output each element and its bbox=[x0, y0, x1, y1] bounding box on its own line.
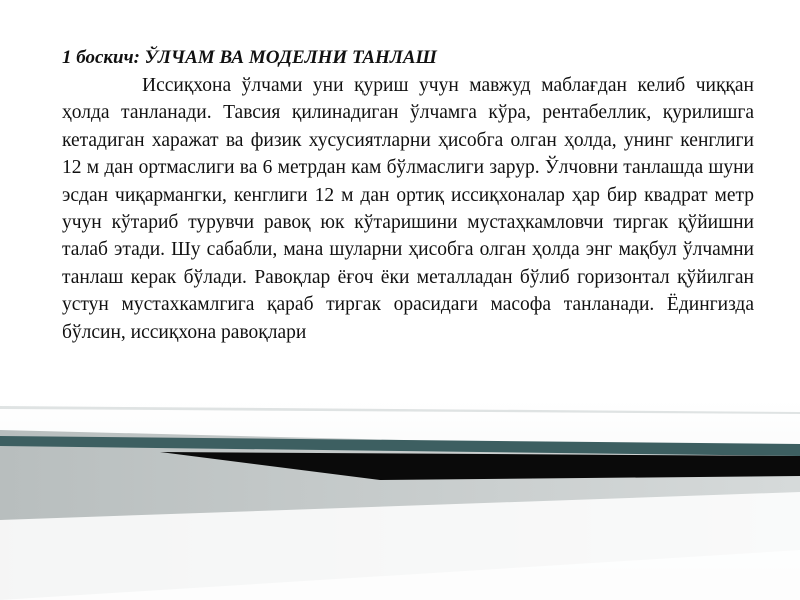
footer-decoration bbox=[0, 400, 800, 600]
slide-paragraph: Иссиқхона ўлчами уни қуриш учун мавжуд маблағдан келиб чиққан ҳолда танланади. Тавсия қилинадиган ўлчамга кўра, рентабеллик, қурилишга кетадиган харажат ва физик хусусиятларни ҳисобга олган ҳолда, унинг кенглиги 12 м дан ортмаслиги ва 6 метрдан кам бўлмаслиги зарур. Ўлчовни танлашда шуни эсдан чиқармангки, кенглиги 12 м дан ортиқ иссиқхоналар ҳар бир квадрат метр учун кўтариб турувчи равоқ юк кўтаришини мустаҳкамловчи тиргак қўйишни талаб этади. Шу сабабли, мана шуларни ҳисобга олган ҳолда энг мақбул ўлчамни танлаш керак бўлади. Равоқлар ёғоч ёки металладан бўлиб горизонтал қўйилган устун мустахкамлгига қараб тиргак орасидаги масофа танланади. Ёдингизда бўлсин, иссиқхона равоқлари bbox=[62, 75, 754, 343]
slide-content bbox=[62, 44, 754, 346]
slide-title: 1 боскич: ЎЛЧАМ ВА МОДЕЛНИ ТАНЛАШ bbox=[62, 47, 437, 68]
